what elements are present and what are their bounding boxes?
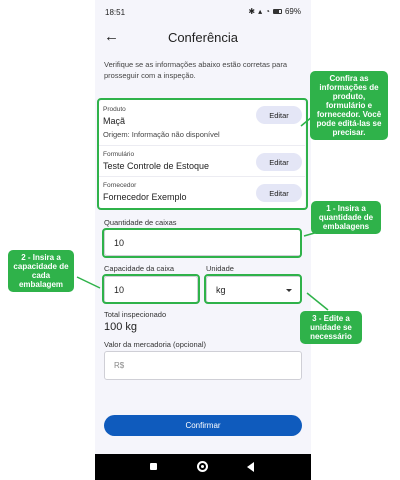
goods-value-input[interactable]: R$ <box>104 351 302 380</box>
wifi-icon: ◔ <box>265 7 270 16</box>
callout-step2: 2 - Insira a capacidade de cada embalagem <box>8 250 74 292</box>
box-capacity-label: Capacidade da caixa <box>104 264 175 273</box>
product-label: Produto <box>103 106 126 113</box>
form-value: Teste Controle de Estoque <box>103 161 210 171</box>
bluetooth-icon: ✱ <box>248 7 256 16</box>
intro-text: Verifique se as informações abaixo estão corretas para prosseguir com a inspeção. <box>104 60 288 80</box>
battery-level: 69% <box>284 7 301 16</box>
unit-label: Unidade <box>206 264 234 273</box>
page-title: Conferência <box>167 30 239 45</box>
form-label: Formulário <box>103 151 135 158</box>
box-capacity-input[interactable]: 10 <box>104 276 198 303</box>
edit-supplier-button[interactable]: Editar <box>256 184 302 202</box>
unit-value: kg <box>216 284 226 295</box>
confirm-button[interactable]: Confirmar <box>104 415 302 436</box>
status-time: 18:51 <box>105 8 126 17</box>
edit-form-button[interactable]: Editar <box>256 153 302 171</box>
connector-step3 <box>307 293 328 310</box>
edit-product-button[interactable]: Editar <box>256 106 302 124</box>
signal-icon: ▴ <box>258 7 263 16</box>
connector-step2 <box>77 277 100 288</box>
product-value: Maçã <box>103 116 126 126</box>
total-label: Total inspecionado <box>104 310 167 319</box>
callout-step3: 3 - Edite a unidade se necessário <box>300 311 362 344</box>
supplier-value: Fornecedor Exemplo <box>103 192 187 202</box>
callout-step1: 1 - Insira a quantidade de embalagens <box>311 201 381 234</box>
back-arrow-icon[interactable]: ← <box>104 28 119 45</box>
product-origin: Origem: Informação não disponível <box>103 130 220 139</box>
box-qty-label: Quantidade de caixas <box>104 218 177 227</box>
box-qty-input[interactable]: 10 <box>104 229 302 256</box>
supplier-label: Fornecedor <box>103 182 137 189</box>
total-value: 100 kg <box>104 321 138 333</box>
goods-value-label: Valor da mercadoria (opcional) <box>104 340 206 349</box>
callout-review: Confira as informações de produto, formulário e fornecedor. Você pode editá-las se precisar. <box>310 71 388 140</box>
